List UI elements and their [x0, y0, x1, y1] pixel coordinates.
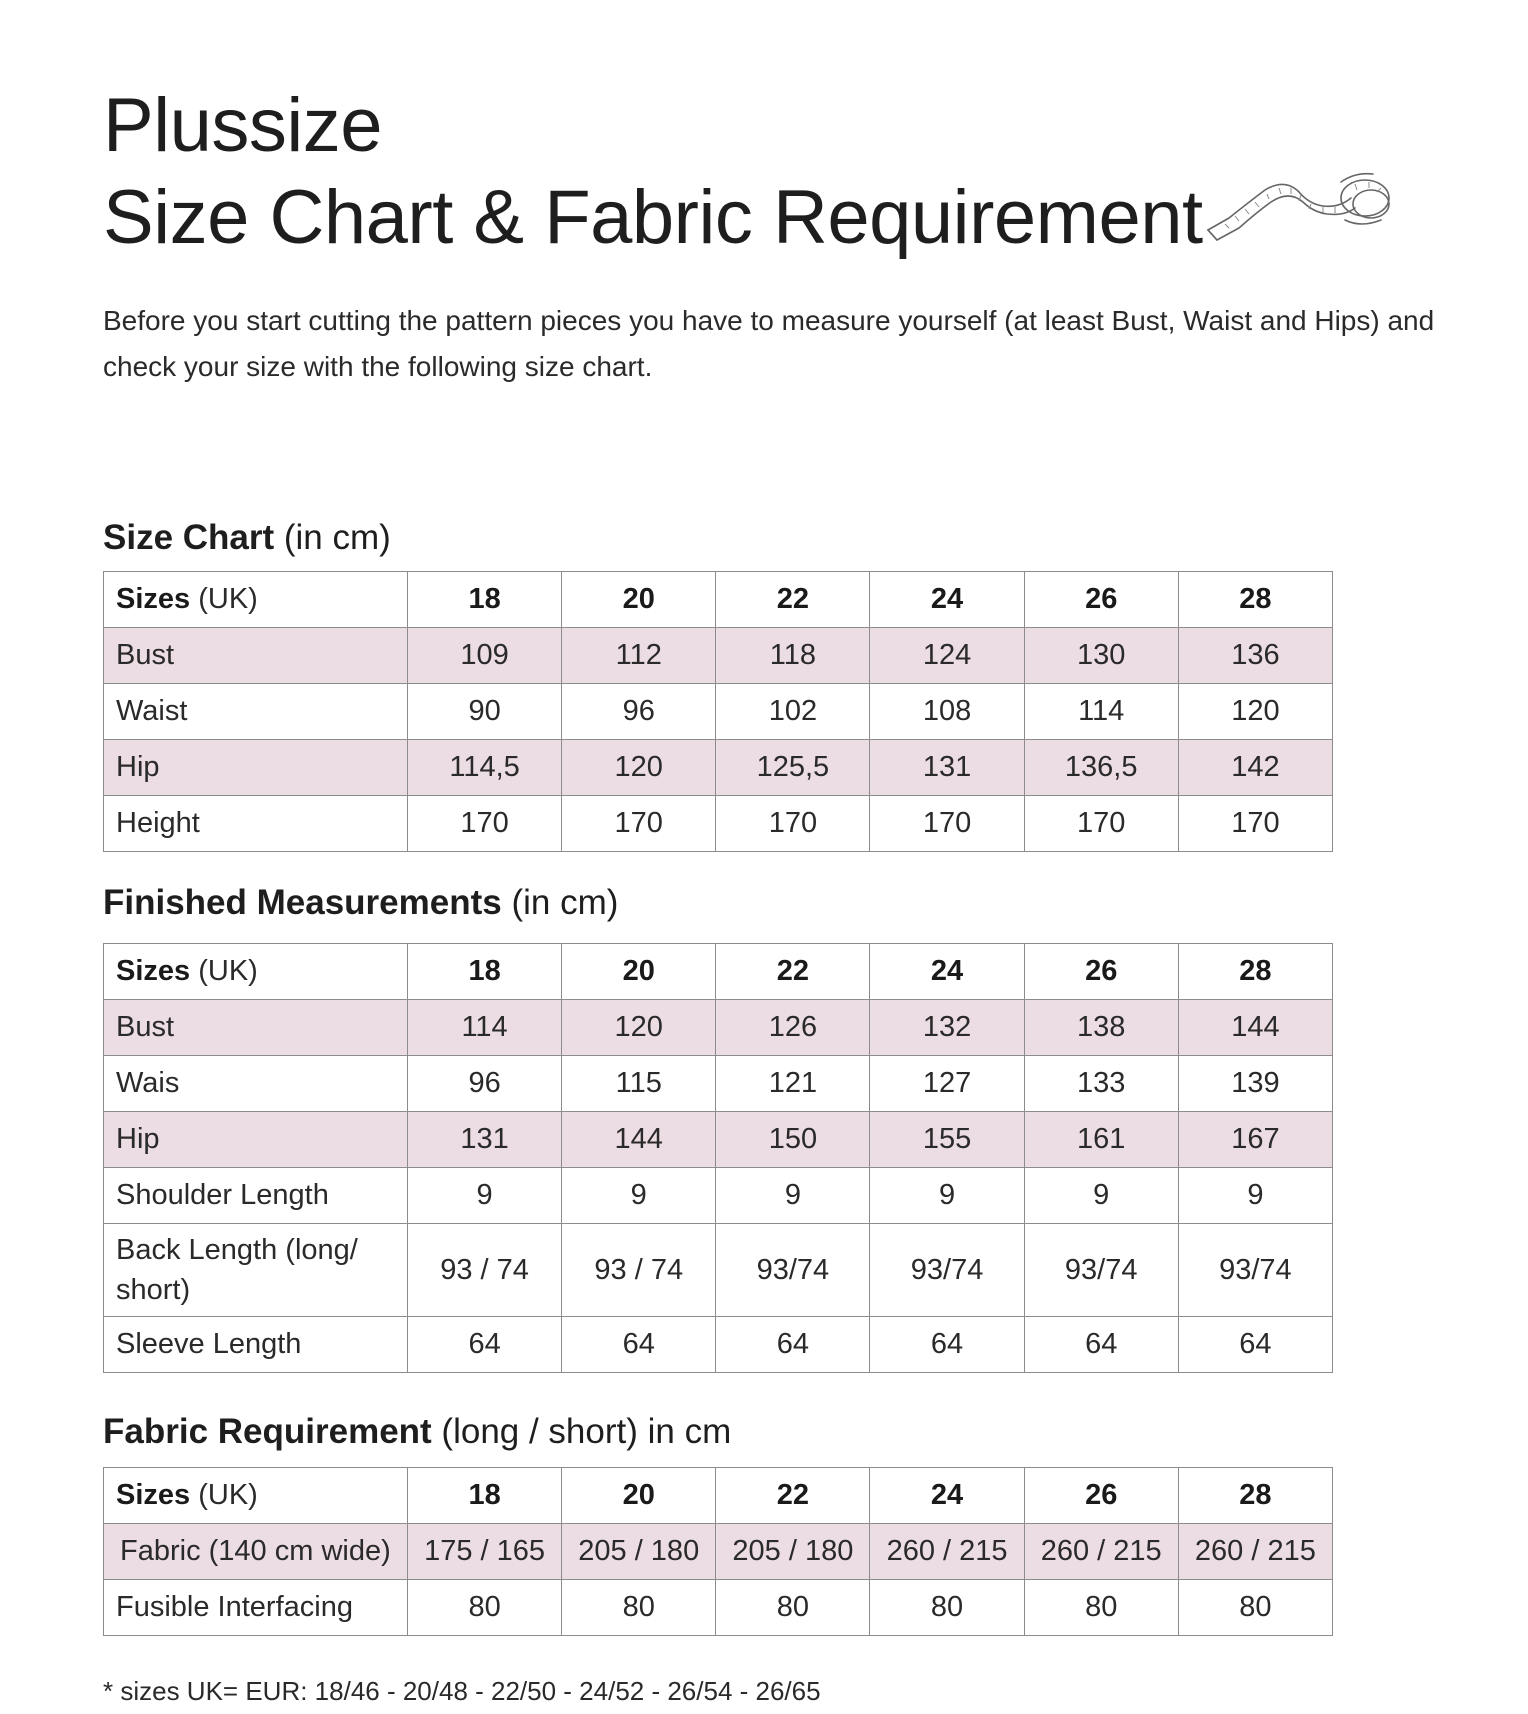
finished-measurements-heading [103, 881, 618, 925]
size-header-cell: 28 [1178, 572, 1332, 628]
table-cell: 170 [408, 796, 562, 852]
table-cell: 136,5 [1024, 740, 1178, 796]
table-cell: 125,5 [716, 740, 870, 796]
table-cell: 64 [408, 1317, 562, 1373]
size-header-cell: 20 [562, 572, 716, 628]
table-row [104, 1000, 1333, 1056]
table-row [104, 1317, 1333, 1373]
table-row [104, 684, 1333, 740]
intro-text: Before you start cutting the pattern pieces you have to measure yourself (at least Bust, Waist and Hips) and check your size with the following size chart. [103, 305, 1435, 382]
table-cell: 175 / 165 [408, 1524, 562, 1580]
table-cell: 93 / 74 [408, 1224, 562, 1317]
finished-heading-bold: Finished Measurements [103, 883, 502, 922]
size-chart-heading [103, 516, 391, 560]
size-chart-heading-unit: (in cm) [274, 518, 391, 557]
size-header-cell: 22 [716, 944, 870, 1000]
table-cell: 260 / 215 [1178, 1524, 1332, 1580]
table-cell: 9 [1178, 1168, 1332, 1224]
table-cell: 150 [716, 1112, 870, 1168]
table-cell: 132 [870, 1000, 1024, 1056]
table-cell: 80 [408, 1580, 562, 1636]
table-row [104, 1580, 1333, 1636]
table-cell: 114 [408, 1000, 562, 1056]
row-label: Waist [104, 684, 408, 740]
table-cell: 64 [1024, 1317, 1178, 1373]
table-cell: 155 [870, 1112, 1024, 1168]
table-cell: 9 [716, 1168, 870, 1224]
table-row [104, 1056, 1333, 1112]
sizes-footnote: * sizes UK= EUR: 18/46 - 20/48 - 22/50 - 24/52 - 26/54 - 26/65 [103, 1676, 821, 1706]
size-chart-heading-bold: Size Chart [103, 518, 275, 557]
row-label: Fabric (140 cm wide) [104, 1524, 408, 1580]
table-row [104, 796, 1333, 852]
table-cell: 170 [870, 796, 1024, 852]
table-cell: 114,5 [408, 740, 562, 796]
table-cell: 131 [870, 740, 1024, 796]
page-title [103, 80, 1203, 264]
size-header-cell: 22 [716, 572, 870, 628]
table-cell: 142 [1178, 740, 1332, 796]
table-cell: 9 [1024, 1168, 1178, 1224]
sizes-header-cell: Sizes (UK) [104, 572, 408, 628]
row-label: Height [104, 796, 408, 852]
finished-measurements-table [103, 943, 1333, 1373]
table-header-row [104, 944, 1333, 1000]
table-cell: 114 [1024, 684, 1178, 740]
table-cell: 112 [562, 628, 716, 684]
table-cell: 124 [870, 628, 1024, 684]
table-cell: 121 [716, 1056, 870, 1112]
table-cell: 131 [408, 1112, 562, 1168]
size-header-cell: 20 [562, 944, 716, 1000]
table-cell: 93/74 [1024, 1224, 1178, 1317]
row-label: Hip [104, 740, 408, 796]
table-row [104, 740, 1333, 796]
fabric-requirement-table [103, 1467, 1333, 1636]
table-cell: 64 [562, 1317, 716, 1373]
table-cell: 144 [1178, 1000, 1332, 1056]
table-cell: 9 [562, 1168, 716, 1224]
table-cell: 96 [408, 1056, 562, 1112]
table-cell: 9 [870, 1168, 1024, 1224]
table-cell: 9 [408, 1168, 562, 1224]
size-header-cell: 28 [1178, 944, 1332, 1000]
table-cell: 126 [716, 1000, 870, 1056]
table-cell: 260 / 215 [1024, 1524, 1178, 1580]
table-cell: 90 [408, 684, 562, 740]
size-header-cell: 24 [870, 944, 1024, 1000]
table-cell: 93 / 74 [562, 1224, 716, 1317]
size-header-cell: 18 [408, 1468, 562, 1524]
size-header-cell: 22 [716, 1468, 870, 1524]
row-label: Back Length (long/ short) [104, 1224, 408, 1317]
table-cell: 93/74 [1178, 1224, 1332, 1317]
table-cell: 115 [562, 1056, 716, 1112]
table-cell: 167 [1178, 1112, 1332, 1168]
size-header-cell: 28 [1178, 1468, 1332, 1524]
table-cell: 205 / 180 [716, 1524, 870, 1580]
table-header-row [104, 572, 1333, 628]
row-label: Sleeve Length [104, 1317, 408, 1373]
fabric-heading-bold: Fabric Requirement [103, 1412, 432, 1451]
table-cell: 170 [1024, 796, 1178, 852]
table-row [104, 1112, 1333, 1168]
table-cell: 260 / 215 [870, 1524, 1024, 1580]
finished-heading-unit: (in cm) [501, 883, 619, 922]
row-label: Fusible Interfacing [104, 1580, 408, 1636]
table-cell: 127 [870, 1056, 1024, 1112]
table-cell: 93/74 [870, 1224, 1024, 1317]
table-cell: 80 [1178, 1580, 1332, 1636]
table-cell: 138 [1024, 1000, 1178, 1056]
table-row [104, 628, 1333, 684]
table-cell: 80 [870, 1580, 1024, 1636]
table-row [104, 1168, 1333, 1224]
row-label: Hip [104, 1112, 408, 1168]
table-cell: 120 [562, 1000, 716, 1056]
size-header-cell: 24 [870, 572, 1024, 628]
table-cell: 93/74 [716, 1224, 870, 1317]
size-header-cell: 18 [408, 944, 562, 1000]
table-cell: 80 [562, 1580, 716, 1636]
table-cell: 130 [1024, 628, 1178, 684]
table-cell: 139 [1178, 1056, 1332, 1112]
size-chart-table [103, 571, 1333, 852]
table-cell: 96 [562, 684, 716, 740]
table-cell: 133 [1024, 1056, 1178, 1112]
title-line-2: Size Chart & Fabric Requirement [103, 175, 1203, 260]
table-cell: 64 [870, 1317, 1024, 1373]
table-cell: 161 [1024, 1112, 1178, 1168]
title-line-1: Plussize [103, 83, 382, 168]
table-cell: 108 [870, 684, 1024, 740]
table-cell: 170 [716, 796, 870, 852]
table-row [104, 1524, 1333, 1580]
sizes-header-cell: Sizes (UK) [104, 1468, 408, 1524]
table-cell: 109 [408, 628, 562, 684]
table-cell: 144 [562, 1112, 716, 1168]
size-header-cell: 24 [870, 1468, 1024, 1524]
table-cell: 102 [716, 684, 870, 740]
table-cell: 120 [562, 740, 716, 796]
row-label: Bust [104, 1000, 408, 1056]
size-header-cell: 26 [1024, 572, 1178, 628]
table-cell: 64 [716, 1317, 870, 1373]
table-row [104, 1224, 1333, 1317]
size-header-cell: 26 [1024, 1468, 1178, 1524]
size-header-cell: 20 [562, 1468, 716, 1524]
table-cell: 80 [716, 1580, 870, 1636]
table-cell: 64 [1178, 1317, 1332, 1373]
table-cell: 120 [1178, 684, 1332, 740]
table-cell: 136 [1178, 628, 1332, 684]
row-label: Shoulder Length [104, 1168, 408, 1224]
fabric-heading-unit: (long / short) in cm [431, 1412, 732, 1451]
table-cell: 118 [716, 628, 870, 684]
row-label: Bust [104, 628, 408, 684]
sizes-header-cell: Sizes (UK) [104, 944, 408, 1000]
measuring-tape-icon [1205, 168, 1390, 243]
size-header-cell: 18 [408, 572, 562, 628]
row-label: Wais [104, 1056, 408, 1112]
size-header-cell: 26 [1024, 944, 1178, 1000]
fabric-requirement-heading [103, 1410, 731, 1454]
table-cell: 170 [1178, 796, 1332, 852]
table-header-row [104, 1468, 1333, 1524]
table-cell: 80 [1024, 1580, 1178, 1636]
table-cell: 170 [562, 796, 716, 852]
table-cell: 205 / 180 [562, 1524, 716, 1580]
